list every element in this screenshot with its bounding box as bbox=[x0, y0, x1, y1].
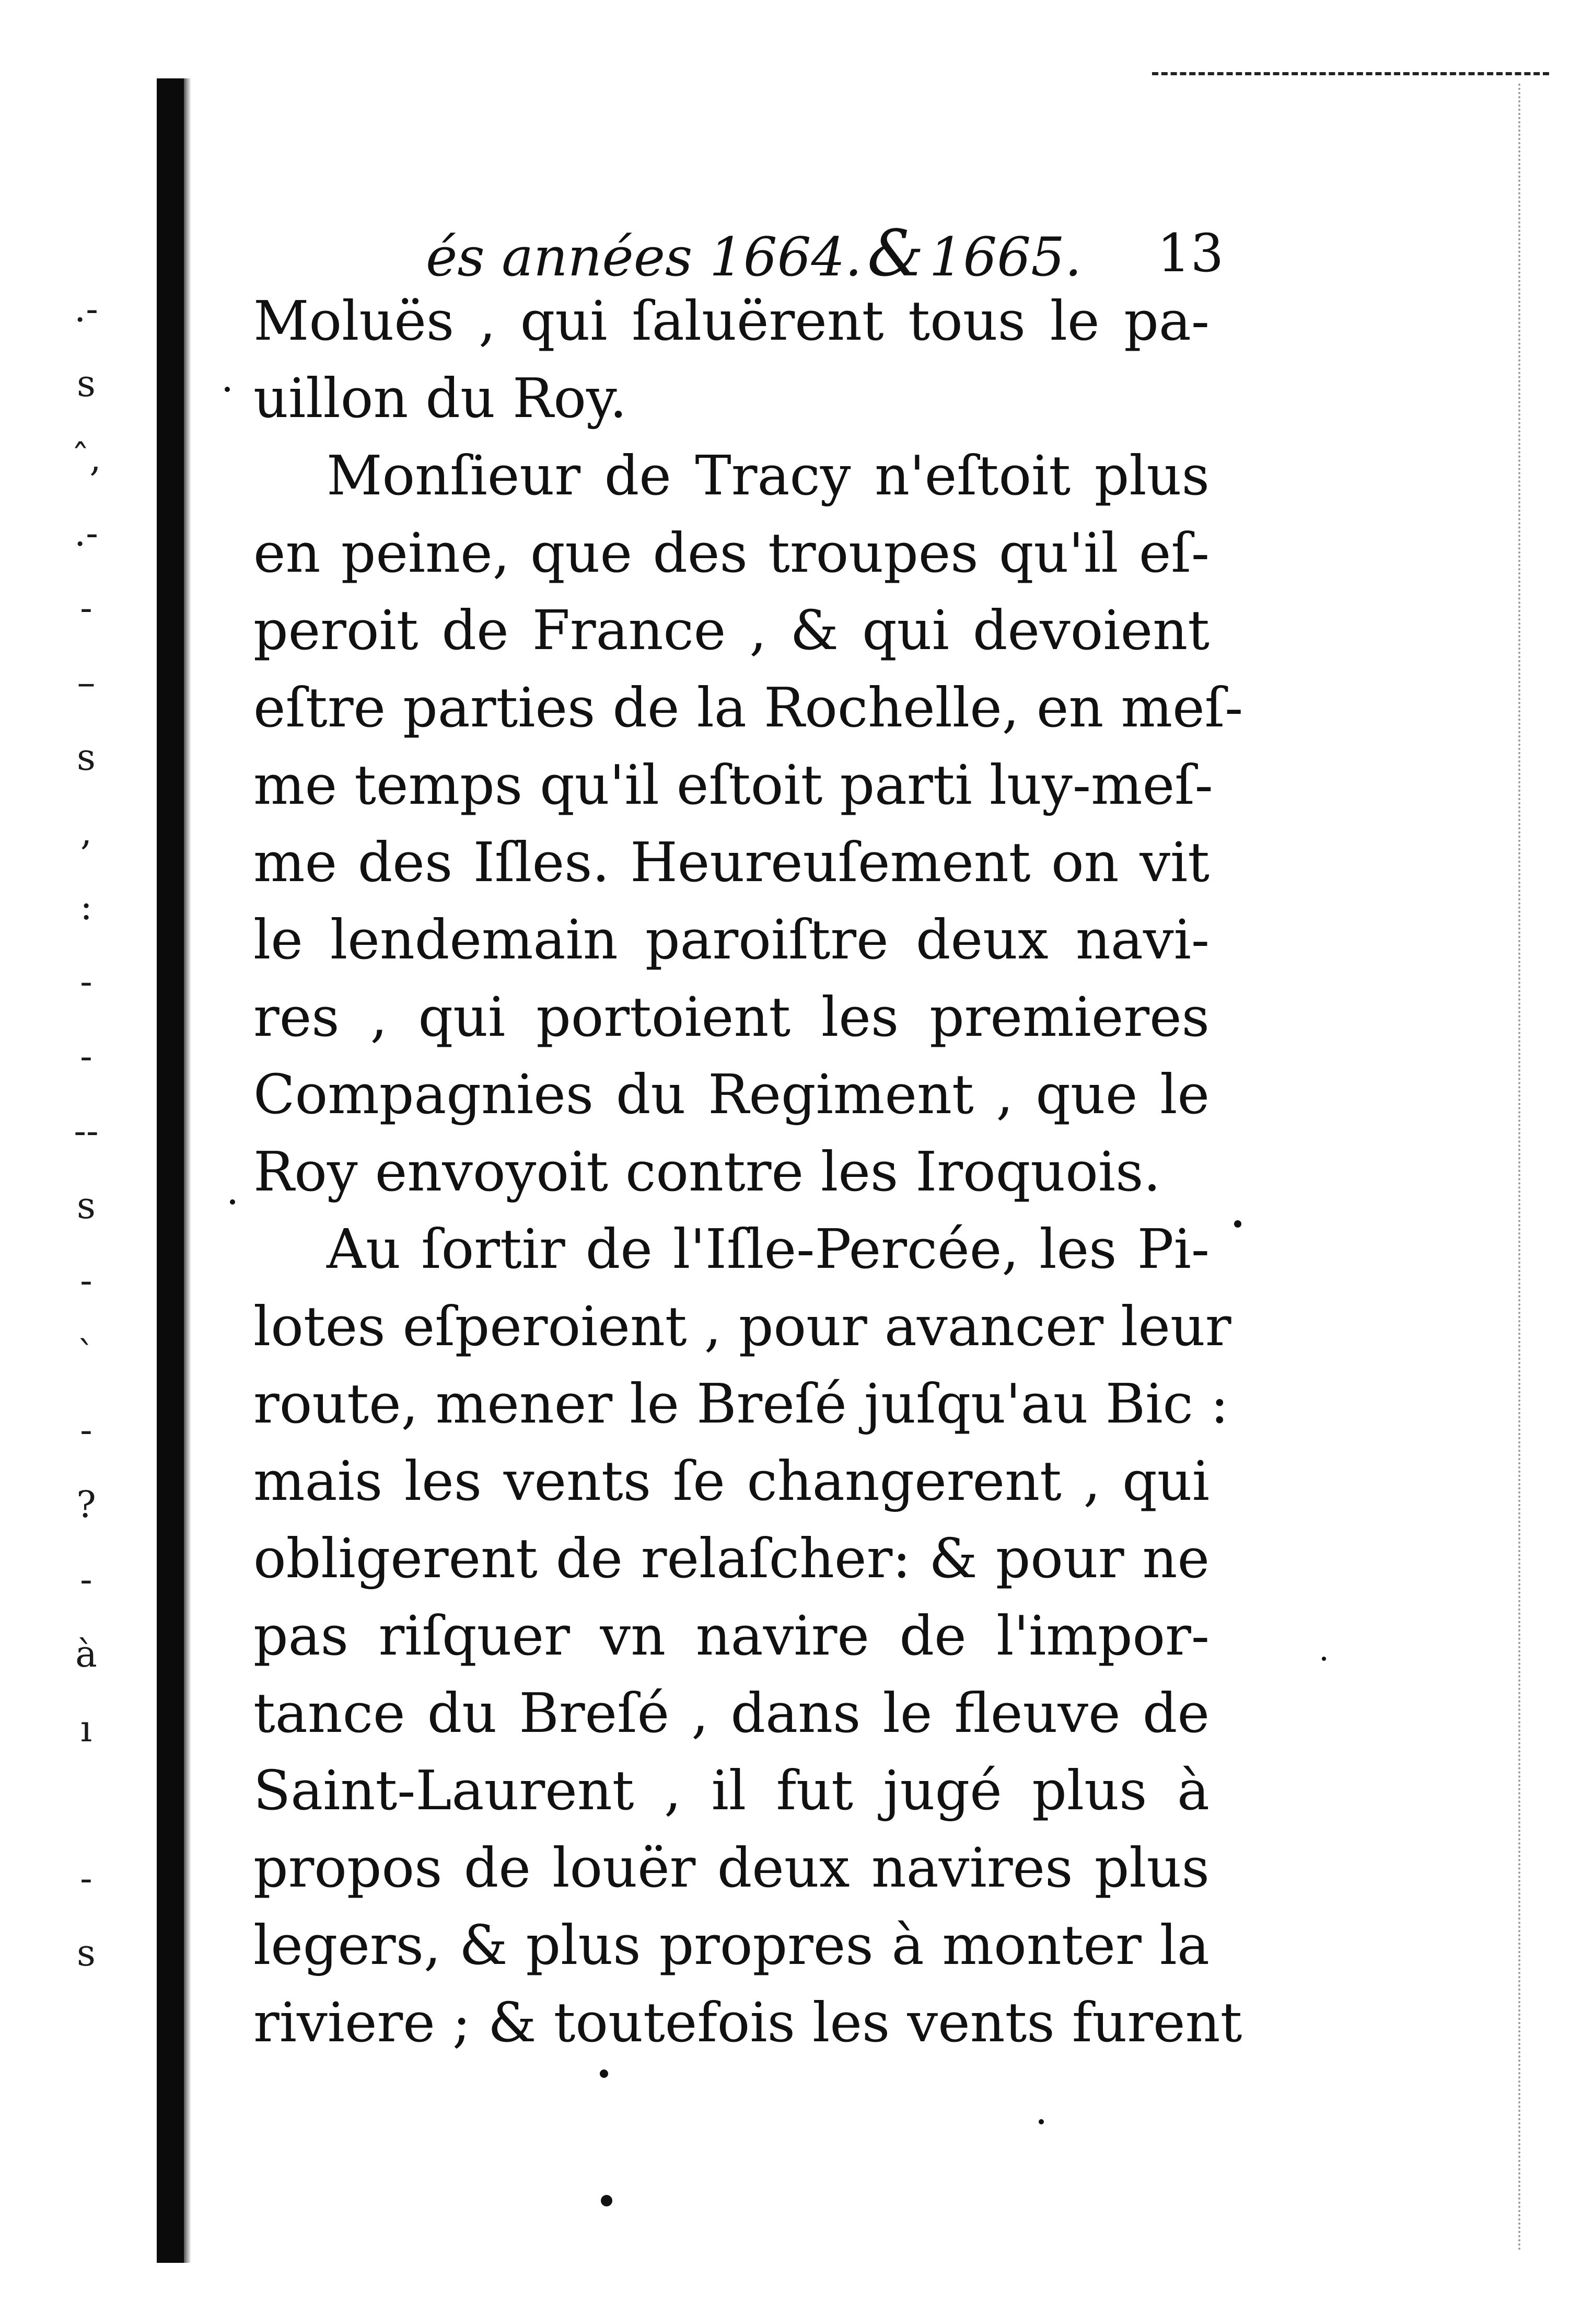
facing-page-margin bbox=[37, 272, 136, 1991]
margin-mark: - bbox=[80, 1408, 92, 1451]
running-head-prefix: és années bbox=[426, 226, 693, 288]
text-line: uillon du Roy. bbox=[253, 366, 627, 430]
text-line: Moluës , qui ſaluërent tous le pa- bbox=[253, 289, 1210, 353]
margin-mark: s bbox=[77, 1932, 96, 1974]
margin-mark: - bbox=[80, 1558, 92, 1601]
margin-mark: s bbox=[77, 736, 96, 779]
margin-mark: ` bbox=[77, 1334, 96, 1377]
margin-mark: s bbox=[77, 362, 96, 405]
ink-speck bbox=[1039, 2119, 1044, 2124]
text-line: le lendemain paroiſtre deux navi- bbox=[253, 908, 1210, 972]
margin-mark: .- bbox=[74, 287, 98, 330]
margin-mark: : bbox=[80, 885, 92, 928]
text-line: obligerent de relaſcher: & pour ne bbox=[253, 1527, 1210, 1590]
text-line: pas riſquer vn navire de l'impor- bbox=[253, 1604, 1210, 1668]
margin-mark: – bbox=[77, 661, 96, 704]
top-dashed-rule bbox=[1152, 72, 1549, 75]
running-head-year1: 1664. bbox=[709, 226, 862, 288]
margin-mark: - bbox=[80, 1035, 92, 1078]
text-line: en peine, que des troupes qu'il eſ- bbox=[253, 521, 1210, 585]
text-line: Saint-Laurent , il fut jugé plus à bbox=[253, 1759, 1210, 1822]
text-line: Au ſortir de l'Iſle-Percée, les Pi- bbox=[327, 1217, 1210, 1281]
margin-mark: ı bbox=[80, 1707, 92, 1750]
ink-speck bbox=[1322, 1657, 1326, 1661]
ink-speck bbox=[600, 2069, 608, 2078]
margin-mark: - bbox=[80, 586, 92, 629]
page-right-edge bbox=[1518, 84, 1520, 2252]
text-line: Compagnies du Regiment , que le bbox=[253, 1062, 1210, 1126]
margin-mark: - bbox=[80, 1857, 92, 1900]
margin-mark: ˆ, bbox=[71, 437, 101, 480]
margin-mark: - bbox=[80, 1259, 92, 1302]
binding-spine bbox=[157, 78, 184, 2263]
text-line: Monſieur de Tracy n'eſtoit plus bbox=[327, 444, 1210, 507]
text-line: Roy envoyoit contre les Iroquois. bbox=[253, 1140, 1161, 1204]
margin-mark: - bbox=[80, 960, 92, 1003]
margin-mark: à bbox=[75, 1633, 97, 1675]
ink-speck bbox=[230, 1199, 235, 1205]
margin-mark: s bbox=[77, 1184, 96, 1227]
body-text bbox=[253, 282, 1243, 2061]
text-line: mais les vents ſe changerent , qui bbox=[253, 1449, 1210, 1513]
ink-speck bbox=[1234, 1220, 1241, 1228]
running-head-year2: 1665. bbox=[929, 226, 1082, 288]
ink-speck bbox=[225, 387, 230, 392]
margin-mark bbox=[37, 1766, 136, 1841]
margin-mark: .- bbox=[74, 512, 98, 554]
text-line: riviere ; & toutefois les vents furent bbox=[253, 1991, 1242, 2054]
ink-speck bbox=[601, 2195, 612, 2206]
margin-mark: -- bbox=[74, 1109, 99, 1152]
running-head-ampersand: & bbox=[867, 216, 924, 291]
text-line: tance du Breſé , dans le fleuve de bbox=[253, 1681, 1210, 1745]
page-number: 13 bbox=[1157, 223, 1224, 284]
text-line: eſtre parties de la Rochelle, en meſ- bbox=[253, 676, 1243, 739]
text-line: me des Iſles. Heureuſement on vit bbox=[253, 830, 1210, 894]
running-head bbox=[426, 214, 1194, 293]
margin-mark: ? bbox=[76, 1483, 96, 1526]
margin-mark: , bbox=[80, 811, 92, 853]
text-line: res , qui portoient les premieres bbox=[253, 985, 1210, 1049]
text-line: legers, & plus propres à monter la bbox=[253, 1913, 1210, 1977]
text-line: peroit de France , & qui devoient bbox=[253, 598, 1210, 662]
text-line: me temps qu'il eſtoit parti luy-meſ- bbox=[253, 753, 1213, 817]
text-line: propos de louër deux navires plus bbox=[253, 1836, 1210, 1900]
text-line: lotes eſperoient , pour avancer leur bbox=[253, 1294, 1231, 1358]
binding-spine-shadow bbox=[184, 78, 191, 2263]
text-line: route, mener le Breſé juſqu'au Bic : bbox=[253, 1372, 1229, 1436]
